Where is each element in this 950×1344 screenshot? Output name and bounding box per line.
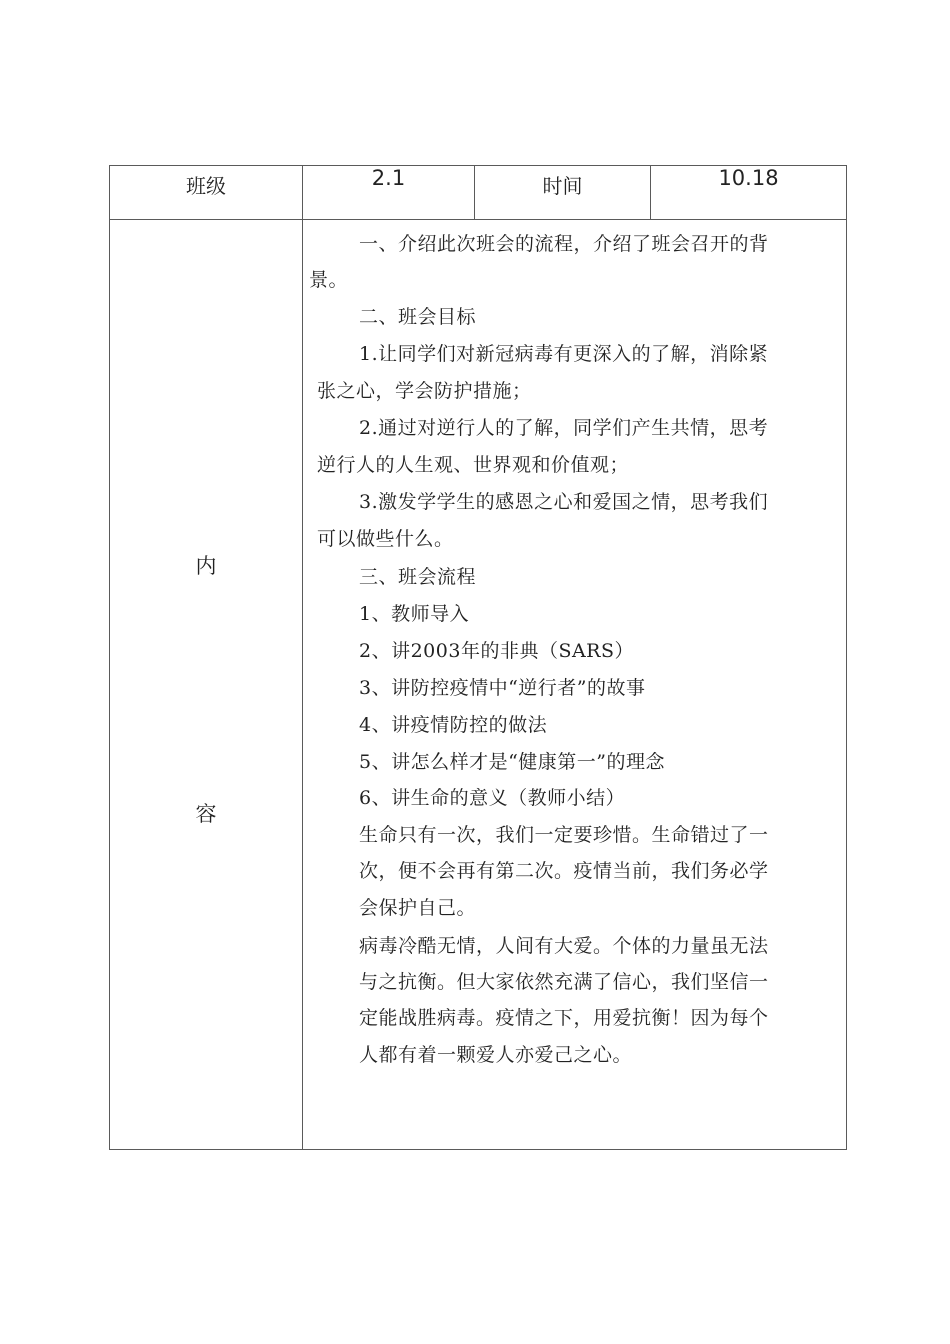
time-value: 10.18 (651, 166, 847, 220)
content-cell (303, 220, 847, 1150)
content-row (110, 220, 847, 1150)
goal-3-line-2: 可以做些什么。 (317, 528, 454, 550)
class-value: 2.1 (303, 166, 475, 220)
goal-1-line-1: 1.让同学们对新冠病毒有更深入的了解，消除紧 (359, 343, 769, 365)
summary-2-line-4: 人都有着一颗爱人亦爱己之心。 (359, 1044, 633, 1066)
content-side-label (110, 220, 303, 1150)
goals-heading: 二、班会目标 (359, 306, 477, 328)
flow-step-6: 6、讲生命的意义（教师小结） (359, 787, 626, 809)
goal-2-line-1: 2.通过对逆行人的了解，同学们产生共情，思考 (359, 417, 769, 439)
goal-2-line-2: 逆行人的人生观、世界观和价值观； (317, 454, 630, 476)
side-label-char-2: 容 (195, 802, 217, 826)
class-label: 班级 (110, 166, 303, 220)
flow-heading: 三、班会流程 (359, 566, 477, 588)
intro-line-2: 景。 (309, 269, 349, 291)
time-label: 时间 (475, 166, 651, 220)
flow-step-3: 3、讲防控疫情中“逆行者”的故事 (359, 677, 646, 699)
summary-2-line-2: 与之抗衡。但大家依然充满了信心，我们坚信一 (359, 971, 769, 993)
flow-step-5: 5、讲怎么样才是“健康第一”的理念 (359, 751, 666, 773)
summary-1-line-1: 生命只有一次，我们一定要珍惜。生命错过了一 (359, 824, 769, 846)
summary-2-line-3: 定能战胜病毒。疫情之下，用爱抗衡！因为每个 (359, 1007, 769, 1029)
intro-line-1: 一、介绍此次班会的流程，介绍了班会召开的背 (359, 233, 769, 255)
flow-step-2: 2、讲2003年的非典（SARS） (359, 640, 635, 662)
header-row (110, 166, 847, 220)
summary-1-line-2: 次，便不会再有第二次。疫情当前，我们务必学 (359, 860, 769, 882)
class-meeting-table (109, 165, 847, 1150)
summary-2-line-1: 病毒冷酷无情，人间有大爱。个体的力量虽无法 (359, 935, 769, 957)
flow-step-1: 1、教师导入 (359, 603, 470, 625)
flow-step-4: 4、讲疫情防控的做法 (359, 714, 548, 736)
side-label-char-1: 内 (195, 554, 217, 578)
goal-3-line-1: 3.激发学学生的感恩之心和爱国之情，思考我们 (359, 491, 769, 513)
goal-1-line-2: 张之心，学会防护措施； (317, 380, 532, 402)
summary-1-line-3: 会保护自己。 (359, 897, 477, 919)
